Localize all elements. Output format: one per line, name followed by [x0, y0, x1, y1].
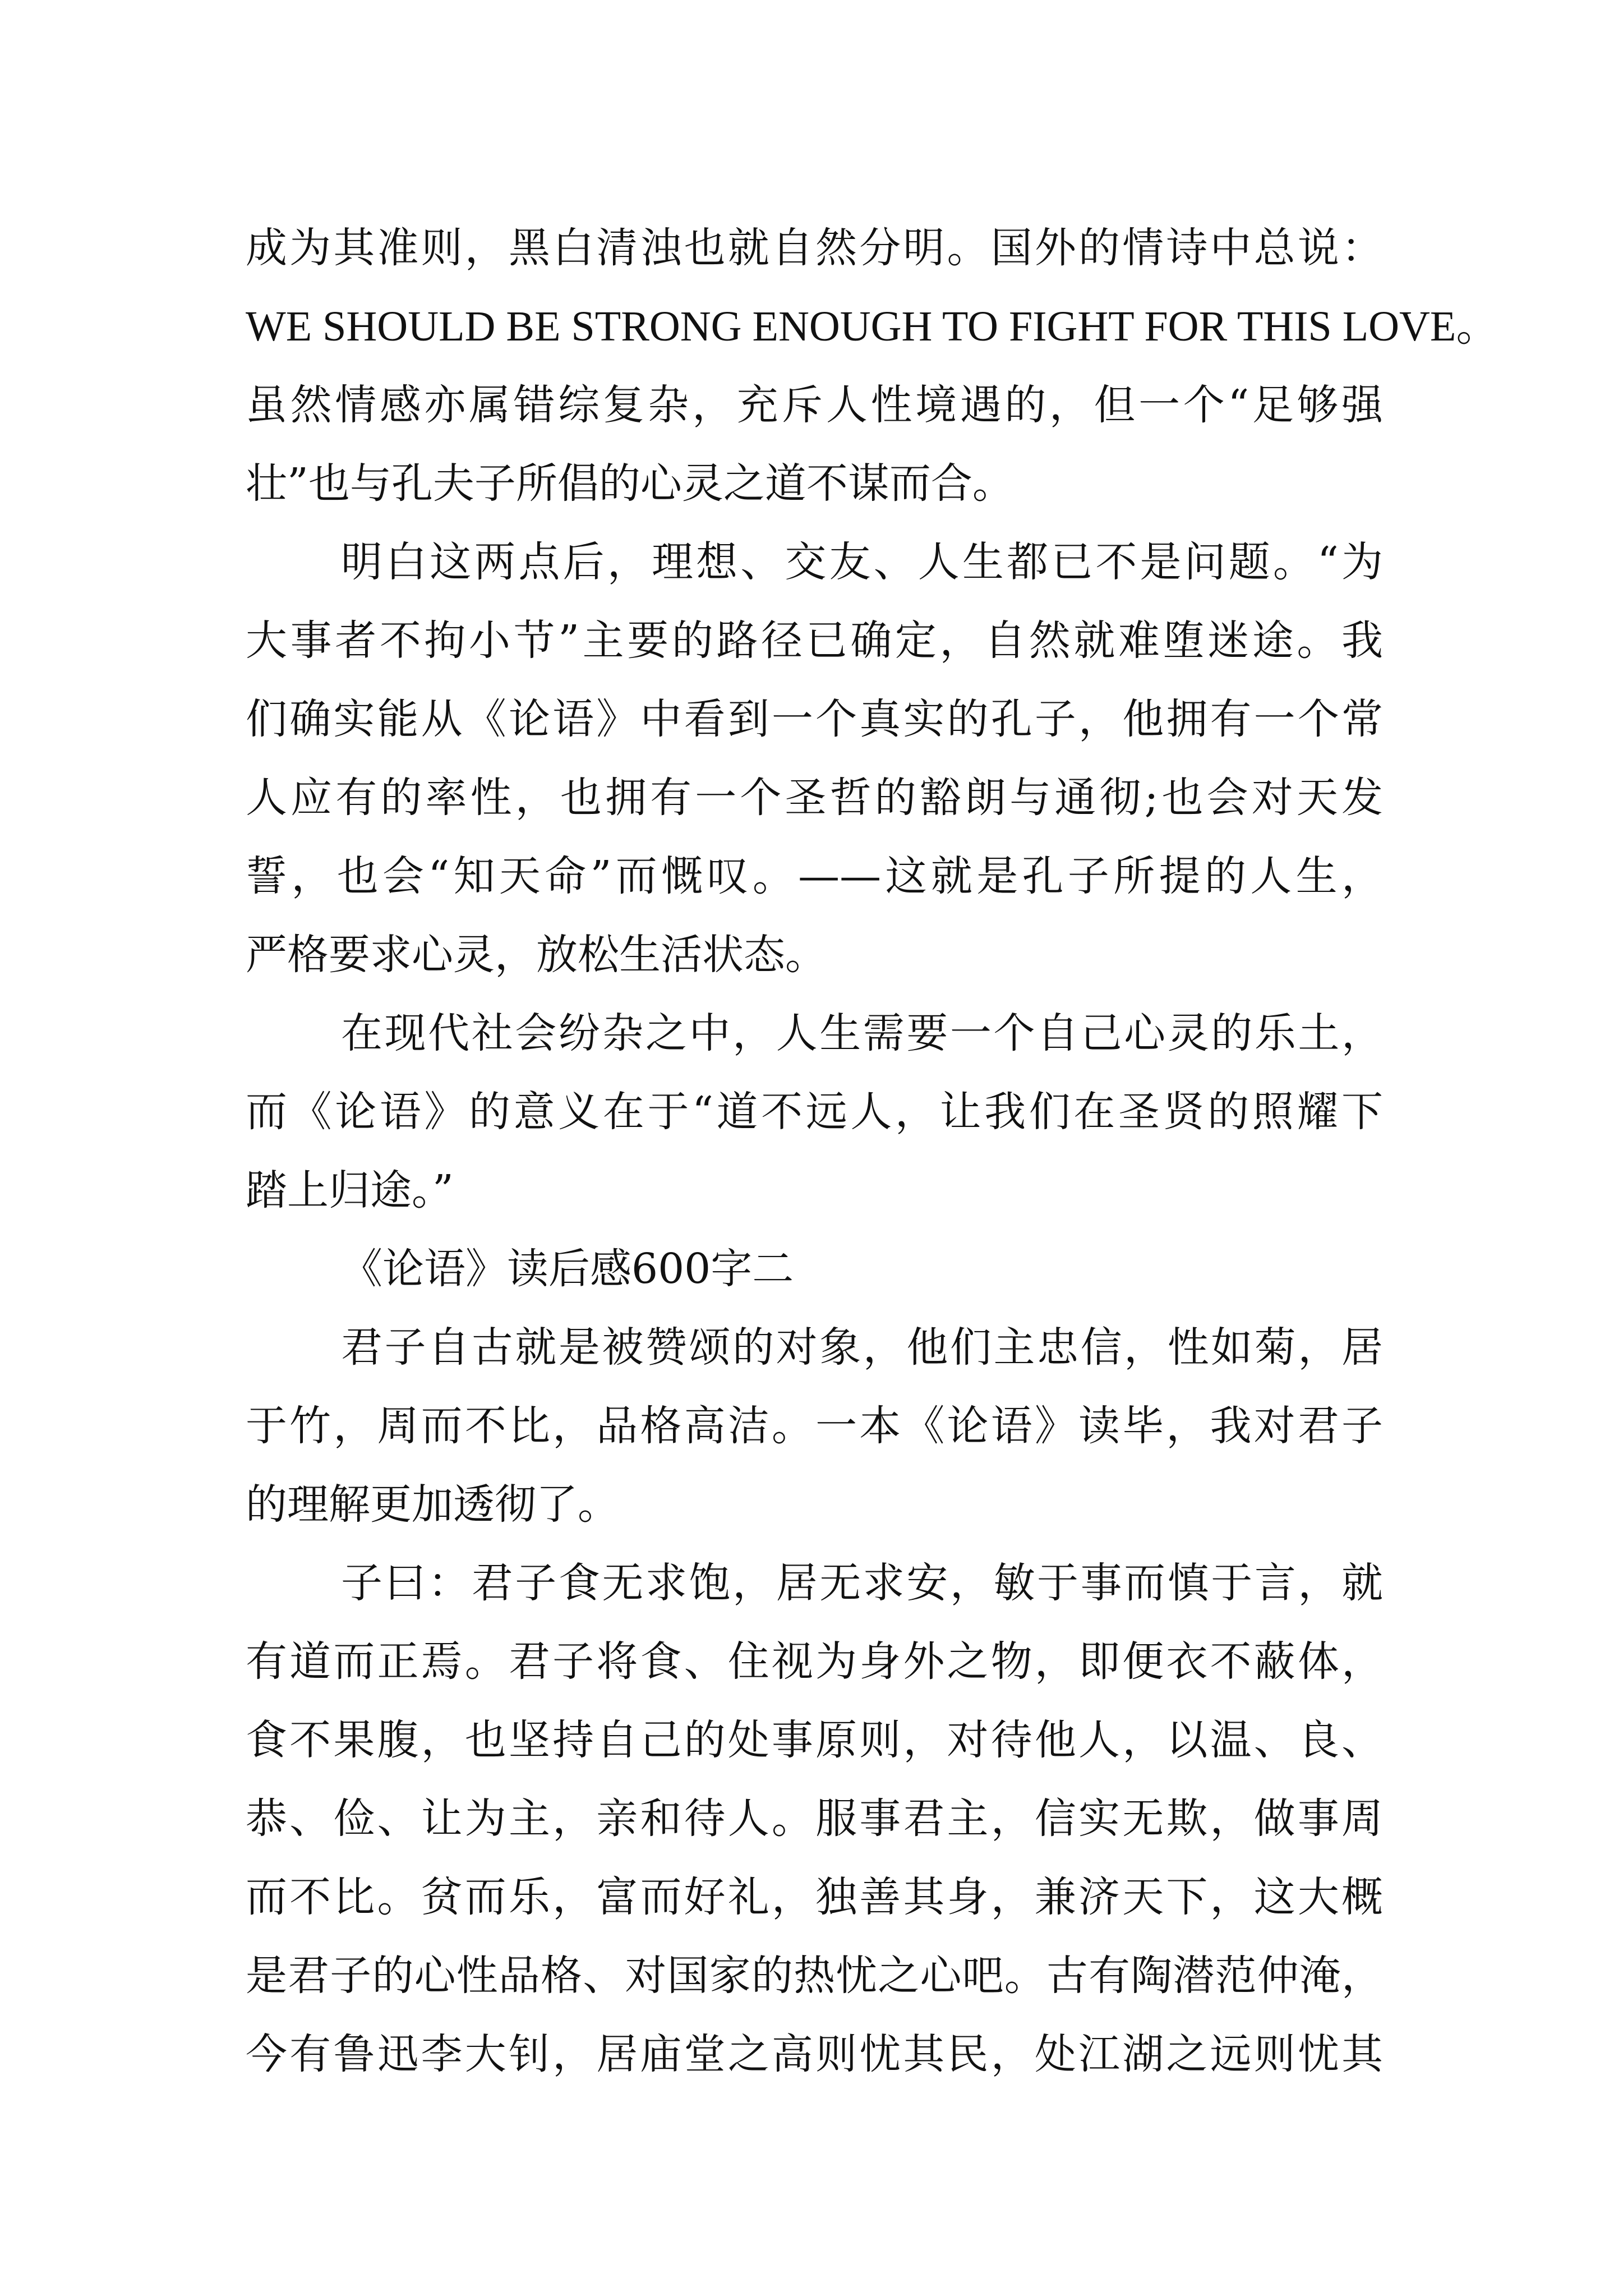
- text-line: WE SHOULD BE STRONG ENOUGH TO FIGHT FOR THIS LOVE。: [246, 303, 1499, 350]
- text-line: 严格要求心灵，放松生活状态。: [246, 931, 827, 979]
- text-line: 有道而正焉。君子将食、住视为身外之物，即便衣不蔽体，: [246, 1637, 1383, 1686]
- paragraph-first-line: 子曰：君子食无求饱，居无求安，敏于事而慎于言，就: [341, 1559, 1383, 1607]
- text-line: 人应有的率性，也拥有一个圣哲的豁朗与通彻;也会对天发: [246, 774, 1383, 822]
- text-line: 食不果腹，也坚持自己的处事原则，对待他人，以温、良、: [246, 1716, 1383, 1764]
- text-line: 誓，也会“知天命”而慨叹。——这就是孔子所提的人生，: [246, 852, 1383, 900]
- text-line: 踏上归途。”: [246, 1166, 454, 1214]
- text-line: 今有鲁迅李大钊，居庙堂之高则忧其民，处江湖之远则忧其: [246, 2030, 1383, 2078]
- text-line: 虽然情感亦属错综复杂，充斥人性境遇的，但一个“足够强: [246, 381, 1383, 429]
- text-line: 成为其准则，黑白清浊也就自然分明。国外的情诗中总说：: [246, 224, 1383, 272]
- paragraph-first-line: 君子自古就是被赞颂的对象，他们主忠信，性如菊，居: [341, 1323, 1383, 1372]
- text-line: 壮”也与孔夫子所倡的心灵之道不谋而合。: [246, 459, 1014, 508]
- text-line: 们确实能从《论语》中看到一个真实的孔子，他拥有一个常: [246, 695, 1383, 743]
- paragraph-first-line: 明白这两点后，理想、交友、人生都已不是问题。“为: [341, 538, 1383, 586]
- text-line: 恭、俭、让为主，亲和待人。服事君主，信实无欺，做事周: [246, 1795, 1383, 1843]
- text-line: 的理解更加透彻了。: [246, 1480, 619, 1529]
- text-line: 大事者不拘小节”主要的路径已确定，自然就难堕迷途。我: [246, 616, 1383, 665]
- text-line: 而不比。贫而乐，富而好礼，独善其身，兼济天下，这大概: [246, 1873, 1383, 1921]
- text-line: 而《论语》的意义在于“道不远人，让我们在圣贤的照耀下: [246, 1088, 1383, 1136]
- document-body: [246, 209, 1499, 2093]
- text-line: 是君子的心性品格、对国家的热忧之心吧。古有陶潜范仲淹，: [246, 1952, 1383, 2000]
- text-line: 于竹，周而不比，品格高洁。一本《论语》读毕，我对君子: [246, 1402, 1383, 1450]
- paragraph-first-line: 在现代社会纷杂之中，人生需要一个自己心灵的乐土，: [341, 1009, 1383, 1057]
- section-heading: 《论语》读后感600字二: [341, 1245, 794, 1293]
